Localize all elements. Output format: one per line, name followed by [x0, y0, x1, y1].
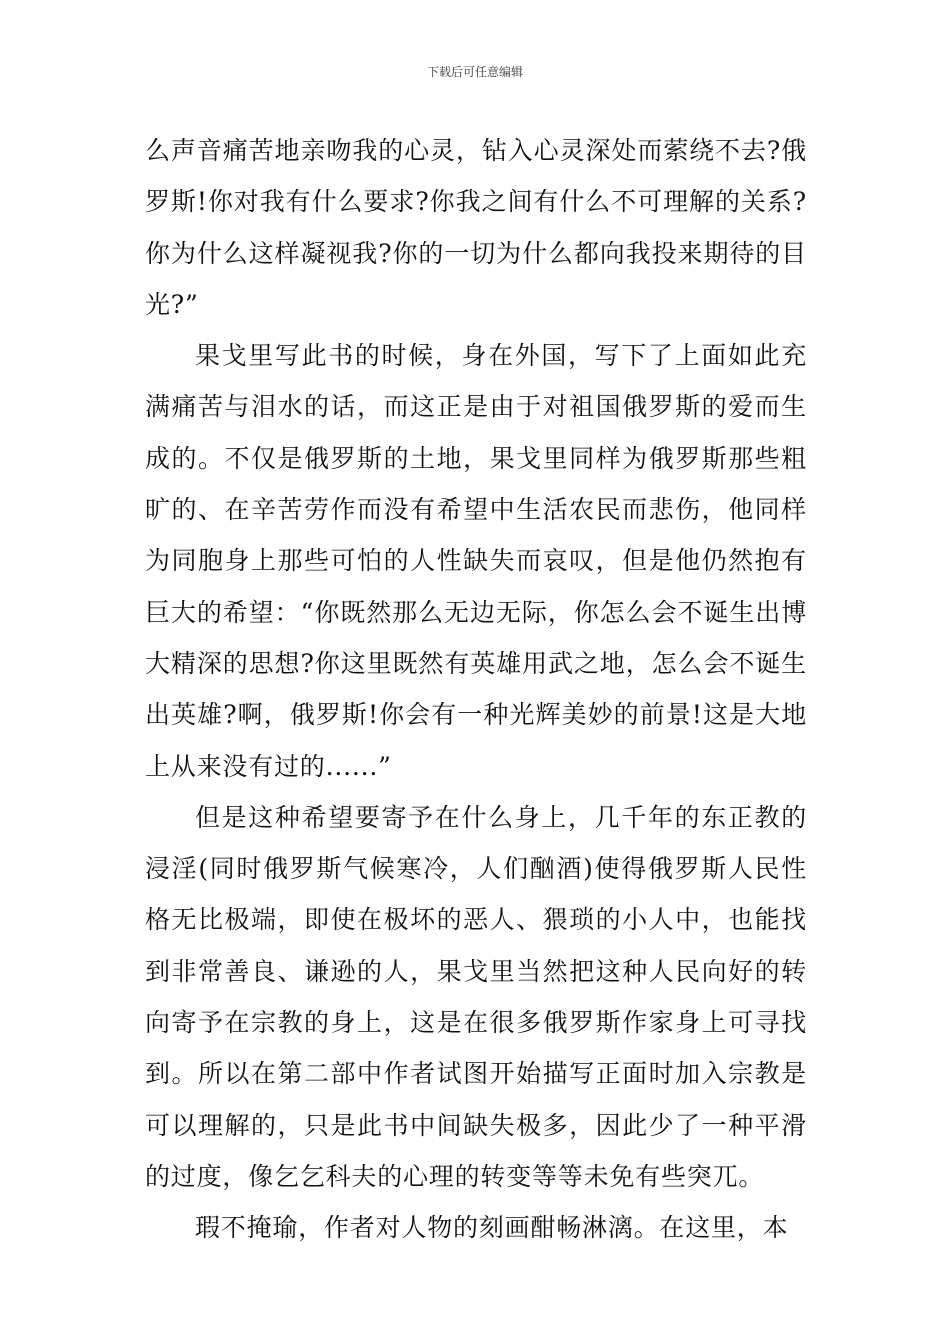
page-header-note: 下载后可任意编辑 [426, 65, 523, 79]
paragraph-2: 果戈里写此书的时候，身在外国，写下了上面如此充满痛苦与泪水的话，而这正是由于对祖国俄罗斯的爱而生成的。不仅是俄罗斯的土地，果戈里同样为俄罗斯那些粗旷的、在辛苦劳作而没有希望中生活农民而悲伤，他同样为同胞身上那些可怕的人性缺失而哀叹，但是他仍然抱有巨大的希望：“你既然那么无边无际，你怎么会不诞生出博大精深的思想?你这里既然有英雄用武之地，怎么会不诞生出英雄?啊，俄罗斯!你会有一种光辉美妙的前景!这是大地上从来没有过的......” [145, 341, 807, 781]
paragraph-3: 但是这种希望要寄予在什么身上，几千年的东正教的浸淫(同时俄罗斯气候寒冷，人们酗酒)使得俄罗斯人民性格无比极端，即使在极坏的恶人、猥琐的小人中，也能找到非常善良、谦逊的人，果戈里当然把这种人民向好的转向寄予在宗教的身上，这是在很多俄罗斯作家身上可寻找到。所以在第二部中作者试图开始描写正面时加入宗教是可以理解的，只是此书中间缺失极多，因此少了一种平滑的过度，像乞乞科夫的心理的转变等等未免有些突兀。 [145, 802, 807, 1191]
document-body [145, 125, 807, 1254]
paragraph-4: 瑕不掩瑜，作者对人物的刻画酣畅淋漓。在这里，本 [195, 1213, 789, 1243]
paragraph-1: 么声音痛苦地亲吻我的心灵，钻入心灵深处而萦绕不去?俄罗斯!你对我有什么要求?你我之间有什么不可理解的关系?你为什么这样凝视我?你的一切为什么都向我投来期待的目光?” [145, 136, 807, 319]
